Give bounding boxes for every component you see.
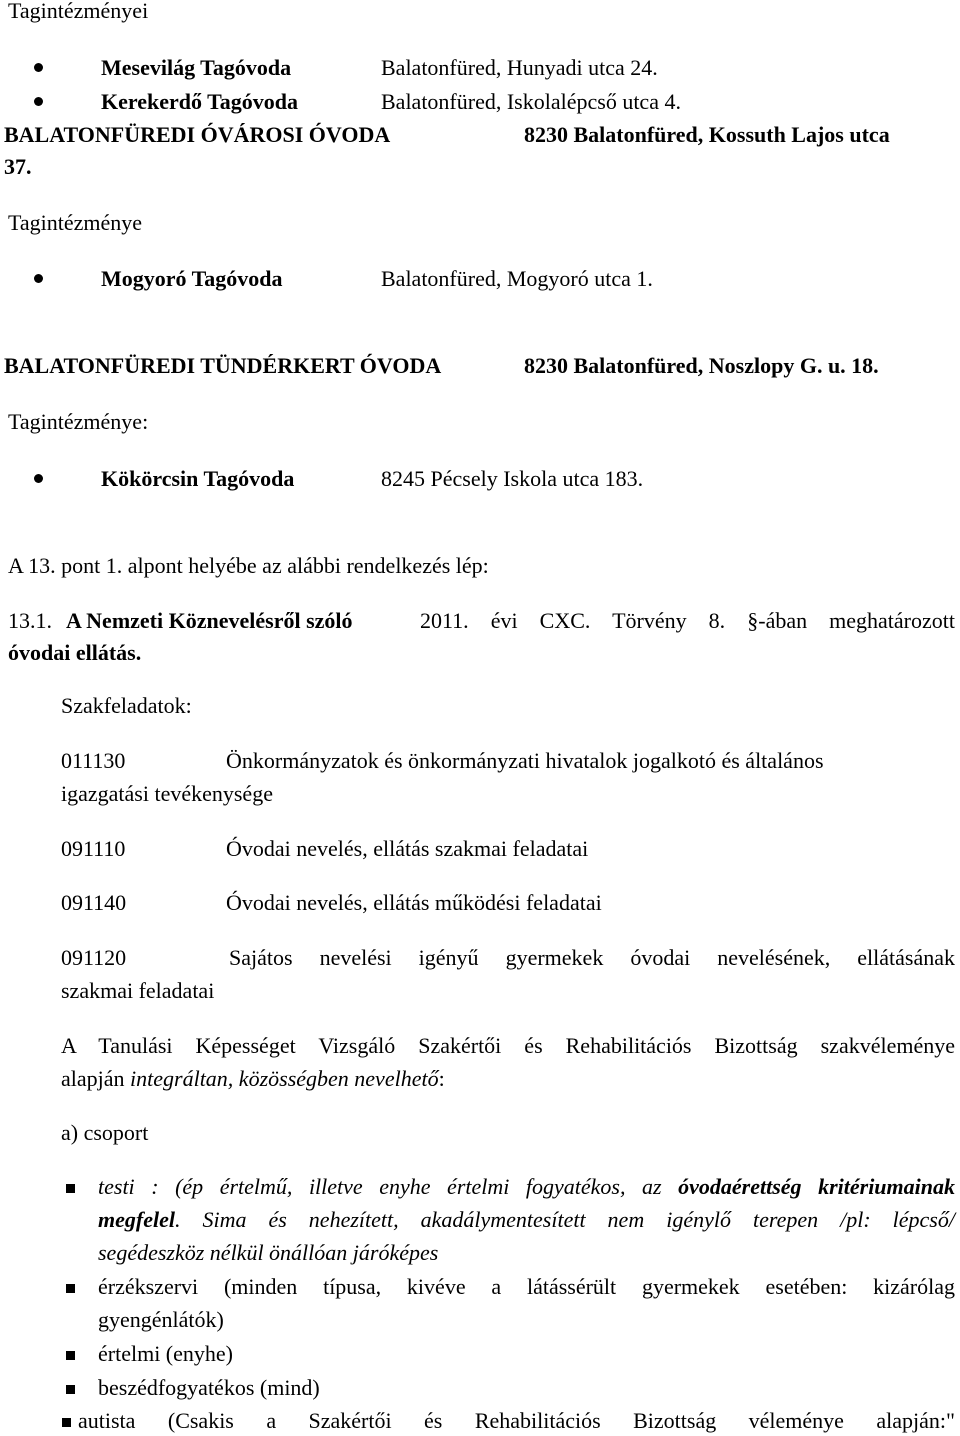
bullet-icon (34, 63, 43, 72)
square-bullet-icon (66, 1284, 75, 1293)
amendment-intro: A 13. pont 1. alpont helyébe az alábbi rendelkezés lép: (8, 553, 489, 578)
committee-text-cont: alapján integráltan, közösségben nevelhető: (61, 1066, 445, 1091)
amendment-object: óvodai ellátás. (8, 640, 142, 665)
kindergarten-title: BALATONFÜREDI ÓVÁROSI ÓVODA (4, 122, 391, 147)
committee-text: A Tanulási Képességet Vizsgáló Szakértői és Rehabilitációs Bizottság szakvéleménye (61, 1033, 955, 1058)
amendment-law-reference: 2011. évi CXC. Törvény 8. §-ában meghatározott (420, 608, 955, 633)
section-heading: Tagintézménye: (8, 409, 149, 434)
square-bullet-icon (66, 1351, 75, 1360)
kindergarten-address-cont: 37. (4, 154, 32, 179)
institution-name: Mesevilág Tagóvoda (101, 55, 292, 80)
criteria-item: értelmi (enyhe) (98, 1341, 233, 1366)
institution-name: Kerekerdő Tagóvoda (101, 89, 299, 114)
criteria-item: beszédfogyatékos (mind) (98, 1375, 320, 1400)
institution-address: Balatonfüred, Hunyadi utca 24. (381, 55, 658, 80)
institution-address: 8245 Pécsely Iskola utca 183. (381, 466, 644, 491)
institution-address: Balatonfüred, Mogyoró utca 1. (381, 266, 653, 291)
task-description: Önkormányzatok és önkormányzati hivatalok jogalkotó és általános (226, 748, 824, 773)
bullet-icon (34, 97, 43, 106)
criteria-item: autista (Csakis a Szakértői és Rehabilitációs Bizottság véleménye alapján:" (78, 1408, 955, 1433)
kindergarten-address: 8230 Balatonfüred, Kossuth Lajos utca (524, 122, 890, 147)
kindergarten-title: BALATONFÜREDI TÜNDÉRKERT ÓVODA (4, 353, 442, 378)
task-description-cont: igazgatási tevékenysége (61, 781, 273, 806)
institution-address: Balatonfüred, Iskolalépcső utca 4. (381, 89, 681, 114)
task-code: 091110 (61, 836, 126, 861)
criteria-item-cont: megfelel. Sima és nehezített, akadálymentesített nem igénylő terepen /pl: lépcső/ (98, 1207, 955, 1232)
institution-name: Mogyoró Tagóvoda (101, 266, 283, 291)
square-bullet-icon (66, 1184, 75, 1193)
bullet-icon (34, 474, 43, 483)
task-code: 091140 (61, 890, 127, 915)
criteria-item: érzékszervi (minden típusa, kivéve a látássérült gyermekek esetében: kizárólag (98, 1274, 955, 1299)
criteria-item-cont: gyengénlátók) (98, 1307, 224, 1332)
group-label: a) csoport (61, 1120, 149, 1145)
criteria-item: testi : (ép értelmű, illetve enyhe értelmi fogyatékos, az óvodaérettség kritériumainak (98, 1174, 956, 1199)
bullet-icon (34, 274, 43, 283)
square-bullet-icon (62, 1418, 71, 1427)
task-description: Sajátos nevelési igényű gyermekek óvodai nevelésének, ellátásának (229, 945, 955, 970)
section-heading: Tagintézménye (8, 210, 143, 235)
task-description-cont: szakmai feladatai (61, 978, 215, 1003)
institution-name: Kökörcsin Tagóvoda (101, 466, 295, 491)
task-description: Óvodai nevelés, ellátás működési feladatai (226, 890, 602, 915)
tasks-heading: Szakfeladatok: (61, 693, 192, 718)
criteria-item-cont: segédeszköz nélkül önállóan járóképes (98, 1240, 439, 1265)
square-bullet-icon (66, 1385, 75, 1394)
section-heading: Tagintézményei (8, 0, 149, 23)
task-code: 011130 (61, 748, 126, 773)
amendment-number: 13.1. (8, 608, 52, 633)
amendment-law-title: A Nemzeti Köznevelésről szóló (66, 608, 353, 633)
task-description: Óvodai nevelés, ellátás szakmai feladatai (226, 836, 589, 861)
task-code: 091120 (61, 945, 127, 970)
kindergarten-address: 8230 Balatonfüred, Noszlopy G. u. 18. (524, 353, 879, 378)
